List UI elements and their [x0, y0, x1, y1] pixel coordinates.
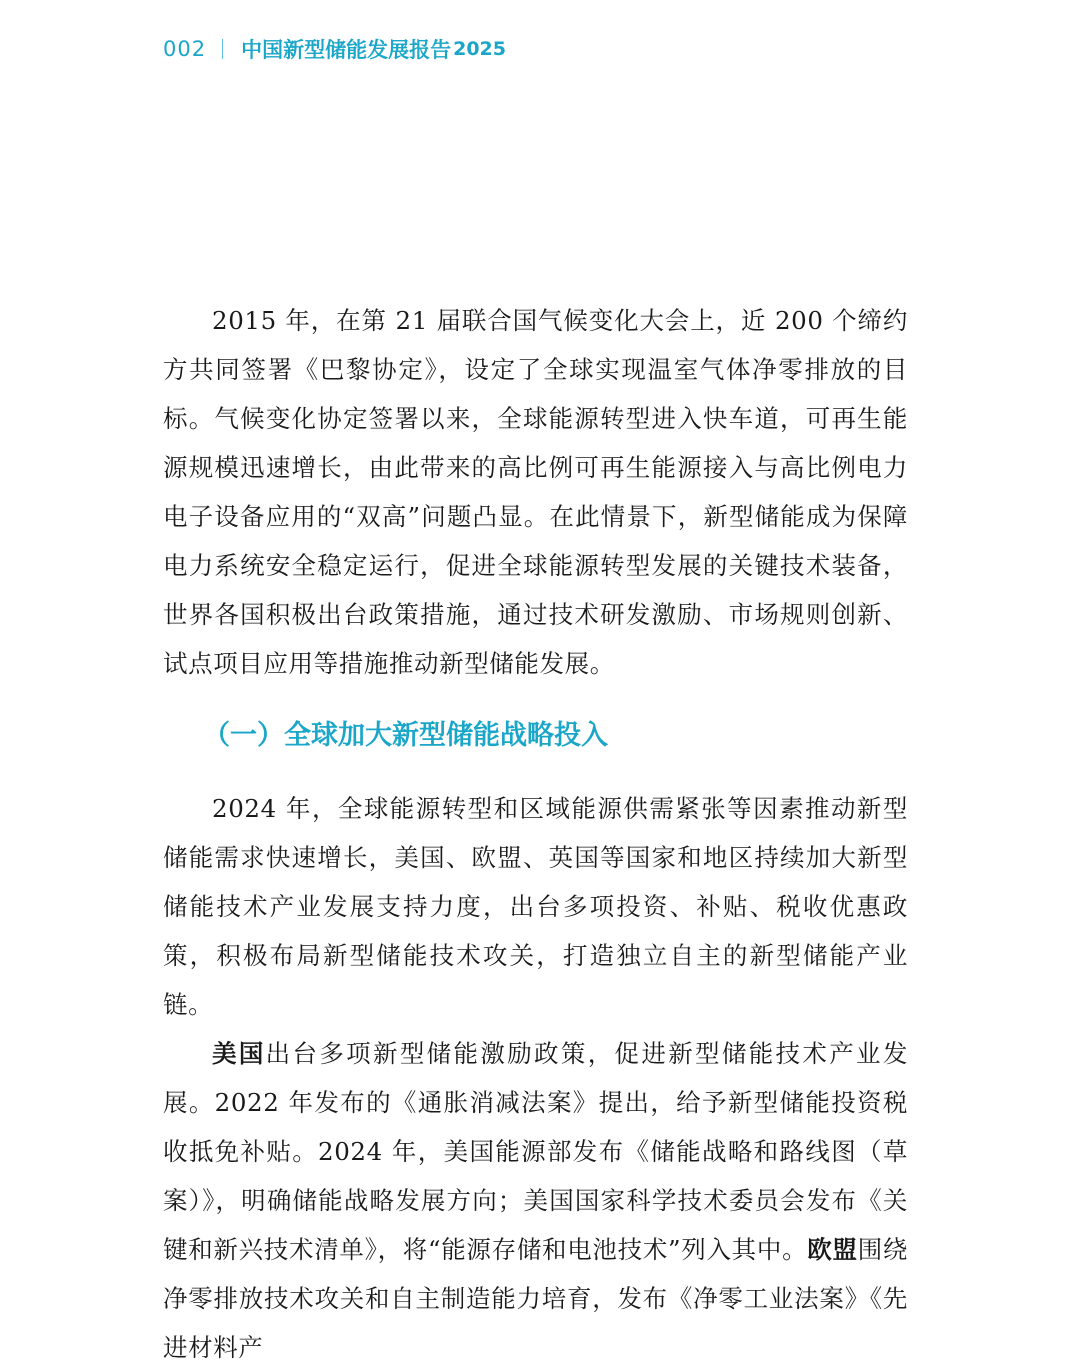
bold-term-eu: 欧盟	[807, 1235, 858, 1264]
paragraph-text-eu: 围绕净零排放技术攻关和自主制造能力培育，发布《净零工业法案》《先进材料产	[163, 1235, 909, 1362]
page-number: 002	[163, 37, 207, 61]
section-paragraph-2	[163, 1029, 908, 1372]
report-title: 中国新型储能发展报告	[241, 38, 452, 62]
report-year: 2025	[453, 38, 506, 60]
page-header	[163, 34, 506, 64]
intro-paragraph: 2015 年，在第 21 届联合国气候变化大会上，近 200 个缔约方共同签署《巴黎协定》，设定了全球实现温室气体净零排放的目标。气候变化协定签署以来，全球能源转型进入快车道，可再生能源规模迅速增长，由此带来的高比例可再生能源接入与高比例电力电子设备应用的“双高”问题凸显。在此情景下，新型储能成为保障电力系统安全稳定运行，促进全球能源转型发展的关键技术装备，世界各国积极出台政策措施，通过技术研发激励、市场规则创新、试点项目应用等措施推动新型储能发展。	[163, 306, 908, 678]
paragraph-text-us: 出台多项新型储能激励政策，促进新型储能技术产业发展。2022 年发布的《通胀消减法案》提出，给予新型储能投资税收抵免补贴。2024 年，美国能源部发布《储能战略和路线图（草案）》，明确储能战略发展方向；美国国家科学技术委员会发布《关键和新兴技术清单》，将“能源存储和电池技术”列入其中。	[163, 1039, 908, 1264]
header-divider	[222, 39, 223, 59]
section-paragraph-1: 2024 年，全球能源转型和区域能源供需紧张等因素推动新型储能需求快速增长，美国、欧盟、英国等国家和地区持续加大新型储能技术产业发展支持力度，出台多项投资、补贴、税收优惠政策，积极布局新型储能技术攻关，打造独立自主的新型储能产业链。	[163, 794, 908, 1019]
bold-term-us: 美国	[212, 1039, 266, 1068]
page-body	[163, 296, 908, 1372]
section-heading: （一）全球加大新型储能战略投入	[203, 720, 608, 751]
